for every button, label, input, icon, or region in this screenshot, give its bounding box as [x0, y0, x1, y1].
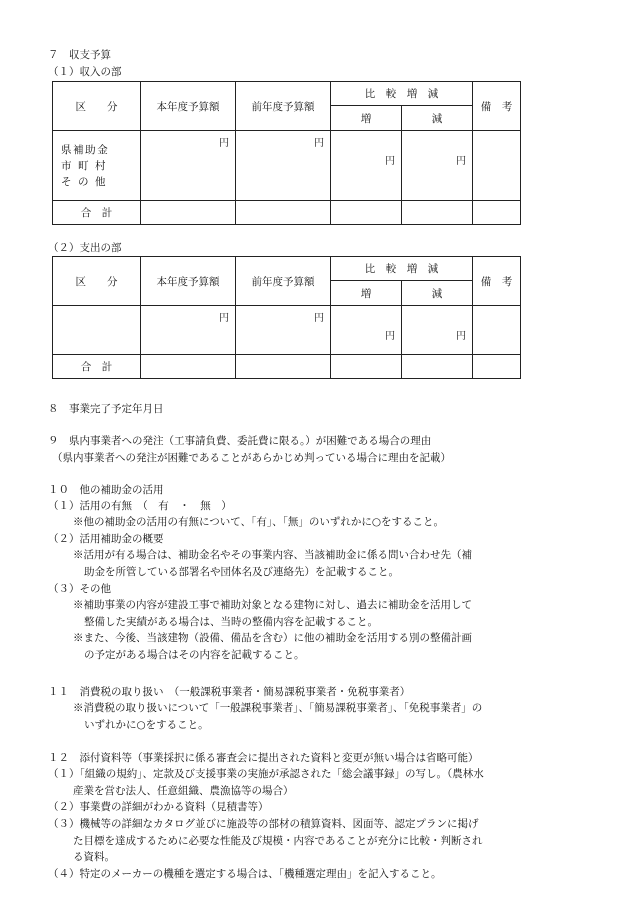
income-total-label: 合 計: [53, 201, 141, 225]
expense-header-compare: 比 較 増 減: [331, 257, 473, 281]
expense-header-previous: 前年度予算額: [236, 257, 331, 306]
yen-unit: 円: [219, 313, 229, 324]
income-item: 県補助金: [61, 143, 110, 156]
yen-unit: 円: [385, 156, 395, 167]
section10-item2-note: 助金を所管している部署名や団体名及び連絡先）を記載すること。: [84, 566, 399, 578]
yen-unit: 円: [456, 156, 466, 167]
expense-header-decrease: 減: [402, 281, 473, 306]
expense-label: （２）支出の部: [48, 242, 122, 254]
income-item: 市 町 村: [61, 159, 108, 172]
section9-sub: （県内事業者への発注が困難であることがあらかじめ判っている場合に理由を記載）: [52, 452, 451, 464]
expense-total-label: 合 計: [53, 355, 141, 379]
expense-table: [52, 256, 521, 379]
section10-item2-note: ※活用が有る場合は、補助金名やその事業内容、当該補助金に係る問い合わせ先（補: [73, 549, 472, 561]
income-item: そ の 他: [61, 175, 108, 188]
section10-item1: （１）活用の有無 （ 有 ・ 無 ）: [48, 500, 232, 512]
yen-unit: 円: [314, 313, 324, 324]
section10-item3-note: の予定がある場合はその内容を記載すること。: [84, 649, 305, 661]
yen-unit: 円: [219, 138, 229, 149]
income-header-compare: 比 較 増 減: [331, 82, 473, 106]
section7-title: ７ 収支予算: [48, 49, 111, 61]
yen-unit: 円: [385, 331, 395, 342]
expense-header-current: 本年度予算額: [141, 257, 236, 306]
income-header-current: 本年度予算額: [141, 82, 236, 131]
section12-item4: （４）特定のメーカーの機種を選定する場合は、「機種選定理由」を記入すること。: [48, 868, 442, 880]
section8-title: ８ 事業完了予定年月日: [48, 403, 164, 415]
section10-item3: （３）その他: [48, 583, 111, 595]
income-header-previous: 前年度予算額: [236, 82, 331, 131]
income-header-decrease: 減: [402, 106, 473, 131]
income-table: [52, 81, 521, 225]
section11-note: いずれかに○をすること。: [84, 719, 209, 731]
section12-item2: （２）事業費の詳細がわかる資料（見積書等）: [48, 801, 269, 813]
yen-unit: 円: [314, 138, 324, 149]
section10-item1-note: ※他の補助金の活用の有無について、「有」、「無」のいずれかに○をすること。: [73, 516, 444, 528]
section10-item3-note: ※また、今後、当該建物（設備、備品を含む）に他の補助金を活用する別の整備計画: [73, 632, 472, 644]
section9-title: ９ 県内事業者への発注（工事請負費、委託費に限る。）が困難である場合の理由: [48, 435, 432, 447]
section12-item3: る資料。: [73, 851, 115, 863]
income-items-cell: [53, 131, 141, 201]
section12-item3: た目標を達成するために必要な性能及び規模・内容であることが充分に比較・判断され: [73, 835, 483, 847]
expense-header-note: 備 考: [473, 257, 521, 306]
income-header-note: 備 考: [473, 82, 521, 131]
section10-title: １０ 他の補助金の活用: [48, 484, 164, 496]
income-header-kubun: 区 分: [53, 82, 141, 131]
section10-item3-note: 整備した実績がある場合は、当時の整備内容を記載すること。: [84, 616, 378, 628]
section10-item3-note: ※補助事業の内容が建設工事で補助対象となる建物に対し、過去に補助金を活用して: [73, 599, 472, 611]
section12-item1: 産業を営む法人、任意組織、農漁協等の場合）: [73, 785, 294, 797]
section12-item3: （３）機械等の詳細なカタログ並びに施設等の部材の積算資料、図面等、認定プランに掲げ: [48, 818, 479, 830]
section12-title: １２ 添付資料等（事業採択に係る審査会に提出された資料と変更が無い場合は省略可能）: [48, 752, 479, 764]
income-header-increase: 増: [331, 106, 402, 131]
section10-item2: （２）活用補助金の概要: [48, 533, 164, 545]
expense-header-increase: 増: [331, 281, 402, 306]
yen-unit: 円: [456, 331, 466, 342]
section11-title: １１ 消費税の取り扱い （一般課税事業者・簡易課税事業者・免税事業者）: [48, 686, 411, 698]
income-label: （１）収入の部: [48, 66, 122, 78]
expense-header-kubun: 区 分: [53, 257, 141, 306]
section11-note: ※消費税の取り扱いについて「一般課税事業者」、「簡易課税事業者」、「免税事業者」の: [73, 702, 483, 714]
section12-item1: （１）「組織の規約」、定款及び支援事業の実施が承認された「総会議事録」の写し。（農林水: [48, 768, 484, 780]
